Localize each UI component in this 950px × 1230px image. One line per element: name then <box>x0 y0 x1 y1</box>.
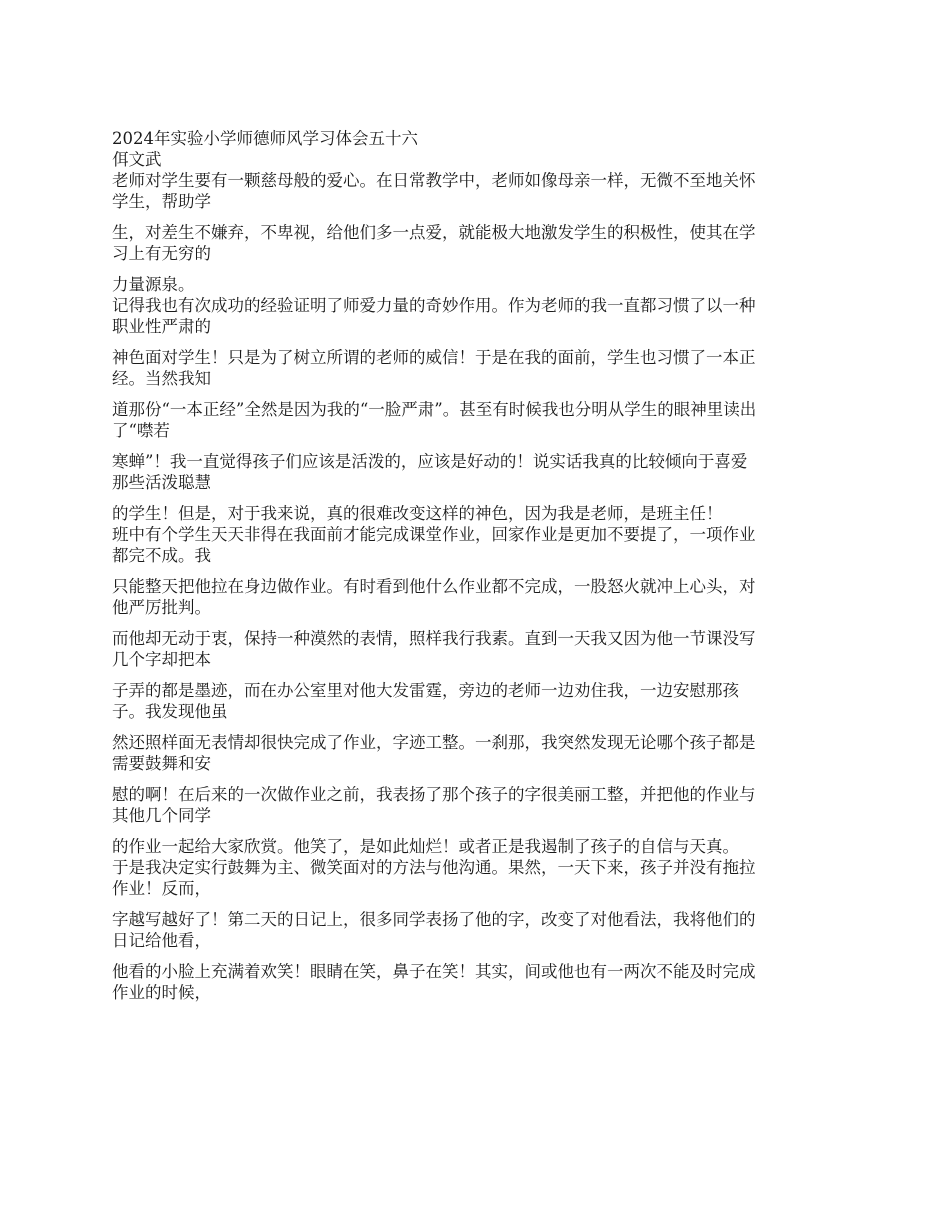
body-line: 他严厉批判。 <box>112 598 211 617</box>
document-author: 佴文武 <box>112 150 162 169</box>
body-line: 记得我也有次成功的经验证明了师爱力量的奇妙作用。作为老师的我一直都习惯了以一种 <box>112 296 756 315</box>
body-line: 而他却无动于衷，保持一种漠然的表情，照样我行我素。直到一天我又因为他一节课没写 <box>112 629 756 648</box>
body-line: 他看的小脸上充满着欢笑！眼睛在笑，鼻子在笑！其实，间或他也有一两次不能及时完成 <box>112 962 756 981</box>
document-title: 2024年实验小学师德师风学习体会五十六 <box>112 129 418 148</box>
body-line: 那些活泼聪慧 <box>112 473 211 492</box>
body-line: 都完不成。我 <box>112 546 211 565</box>
body-line: 作业！反而， <box>112 879 211 898</box>
body-line: 经。当然我知 <box>112 369 211 388</box>
body-line: 日记给他看， <box>112 931 211 950</box>
body-line: 作业的时候， <box>112 983 211 1002</box>
body-line: 习上有无穷的 <box>112 244 211 263</box>
body-line: 神色面对学生！只是为了树立所谓的老师的威信！于是在我的面前，学生也习惯了一本正 <box>112 348 756 367</box>
body-line: 职业性严肃的 <box>112 317 211 336</box>
body-line: 的作业一起给大家欣赏。他笑了，是如此灿烂！或者正是我遏制了孩子的自信与天真。 <box>112 837 739 856</box>
body-line: 学生，帮助学 <box>112 192 211 211</box>
body-line: 班中有个学生天天非得在我面前才能完成课堂作业，回家作业是更加不要提了，一项作业 <box>112 525 756 544</box>
body-line: 子弄的都是墨迹，而在办公室里对他大发雷霆，旁边的老师一边劝住我，一边安慰那孩 <box>112 681 739 700</box>
body-line: 寒蝉”！我一直觉得孩子们应该是活泼的，应该是好动的！说实话我真的比较倾向于喜爱 <box>112 452 748 471</box>
document-body <box>112 128 840 1003</box>
body-line: 于是我决定实行鼓舞为主、微笑面对的方法与他沟通。果然，一天下来，孩子并没有拖拉 <box>112 858 756 877</box>
body-line: 几个字却把本 <box>112 650 211 669</box>
body-line: 力量源泉。 <box>112 275 195 294</box>
body-line: 子。我发现他虽 <box>112 702 228 721</box>
body-line: 生，对差生不嫌弃，不卑视，给他们多一点爱，就能极大地激发学生的积极性，使其在学 <box>112 223 756 242</box>
body-line: 字越写越好了！第二天的日记上，很多同学表扬了他的字，改变了对他看法，我将他们的 <box>112 910 756 929</box>
body-line: 了“噤若 <box>112 421 170 440</box>
body-line: 需要鼓舞和安 <box>112 754 211 773</box>
body-line: 然还照样面无表情却很快完成了作业，字迹工整。一刹那，我突然发现无论哪个孩子都是 <box>112 733 756 752</box>
body-line: 的学生！但是，对于我来说，真的很难改变这样的神色，因为我是老师，是班主任！ <box>112 504 723 523</box>
body-line: 老师对学生要有一颗慈母般的爱心。在日常教学中，老师如像母亲一样，无微不至地关怀 <box>112 171 756 190</box>
body-line: 道那份“一本正经”全然是因为我的“一脸严肃”。甚至有时候我也分明从学生的眼神里读出 <box>112 400 757 419</box>
body-line: 慰的啊！在后来的一次做作业之前，我表扬了那个孩子的字很美丽工整，并把他的作业与 <box>112 785 756 804</box>
body-line: 其他几个同学 <box>112 806 211 825</box>
body-line: 只能整天把他拉在身边做作业。有时看到他什么作业都不完成，一股怒火就冲上心头，对 <box>112 577 756 596</box>
